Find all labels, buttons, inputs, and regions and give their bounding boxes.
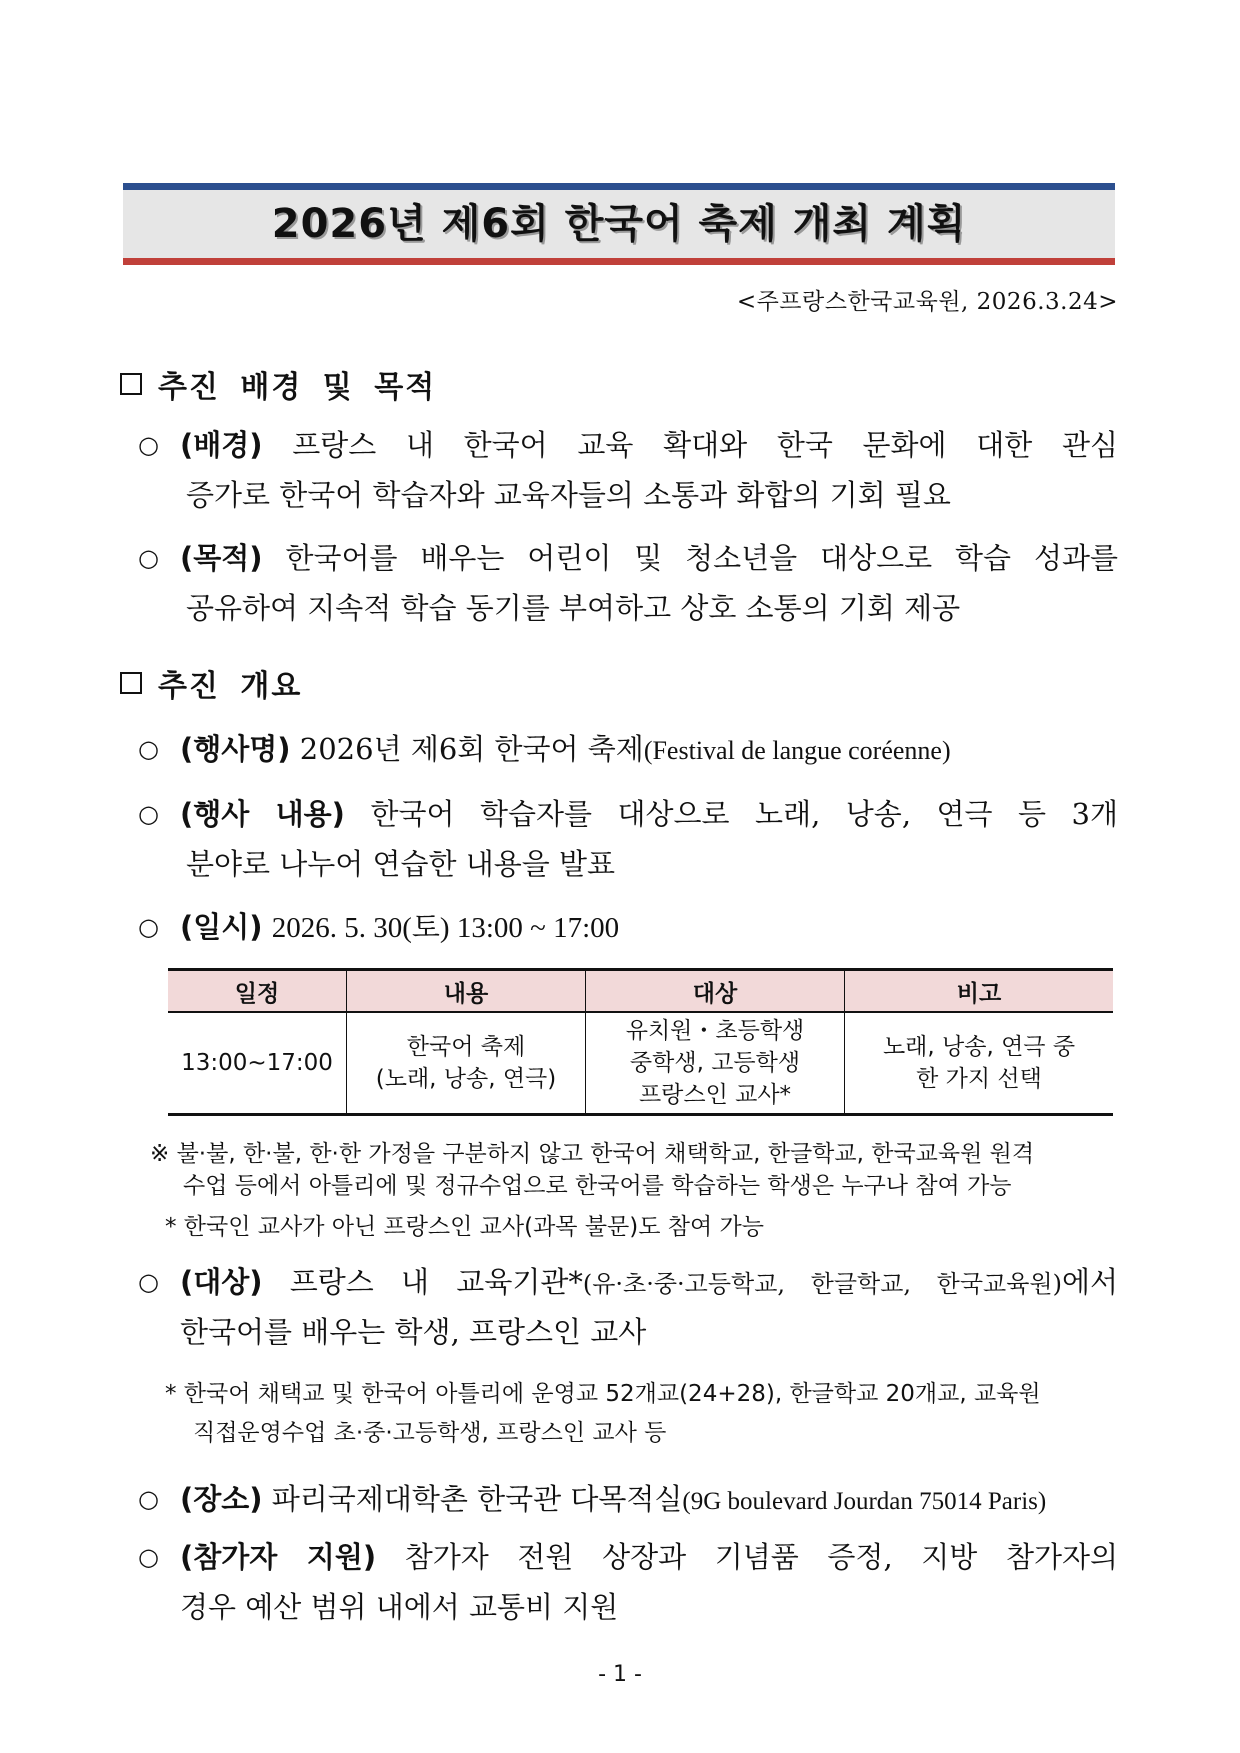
page-number: - 1 - <box>598 1662 642 1687</box>
bullet-line <box>180 533 1118 583</box>
bullet-text-english: (Festival de langue coréenne) <box>643 736 951 765</box>
bullet-text: 에서 <box>1061 1265 1118 1299</box>
checkbox-square-icon <box>120 672 142 694</box>
bullet-text: 참가자 전원 상장과 기념품 증정, 지방 참가자의 <box>404 1540 1119 1574</box>
bullet-label: (참가자 지원) <box>180 1540 377 1574</box>
bullet-line <box>180 1532 1118 1582</box>
bullet-text-small: (유·초·중·고등학교, 한글학교, 한국교육원) <box>582 1270 1062 1298</box>
section-heading-label: 추진 배경 및 목적 <box>158 370 437 405</box>
issuer-date: <주프랑스한국교육원, 2026.3.24> <box>736 289 1118 315</box>
section-heading-overview <box>120 661 302 705</box>
bullet-text: 2026년 제6회 한국어 축제 <box>299 732 644 766</box>
cell-line: 노래, 낭송, 연극 중 <box>882 1034 1076 1060</box>
bullet-line <box>180 724 1118 774</box>
bullet-line <box>180 1257 1118 1307</box>
bullet-text: 파리국제대학촌 한국관 다목적실 <box>271 1482 683 1516</box>
cell-line: 유치원・초등학생 <box>625 1018 805 1044</box>
target-footnote-line-1: * 한국어 채택교 및 한국어 아틀리에 운영교 52개교(24+28), 한글학교 20개교, 교육원 <box>165 1381 1041 1407</box>
table-cell-note <box>845 1012 1114 1115</box>
circle-bullet-icon: ○ <box>138 431 159 459</box>
bullet-text: 한국어 학습자를 대상으로 노래, 낭송, 연극 등 3개 <box>370 797 1119 831</box>
bullet-label: (대상) <box>180 1265 263 1299</box>
bullet-line <box>180 902 1118 952</box>
circle-bullet-icon: ○ <box>138 1485 159 1513</box>
bullet-text: 한국어를 배우는 어린이 및 청소년을 대상으로 학습 성과를 <box>285 541 1118 575</box>
bullet-text: 2026. 5. 30(토) 13:00 ~ 17:00 <box>271 912 620 944</box>
table-footnote-1-line-1: ※ 불·불, 한·불, 한·한 가정을 구분하지 않고 한국어 채택학교, 한글학교, 한국교육원 원격 <box>150 1141 1035 1167</box>
section-heading-background <box>120 362 436 406</box>
target-footnote-line-2: 직접운영수업 초·중·고등학생, 프랑스인 교사 등 <box>193 1420 667 1446</box>
circle-bullet-icon: ○ <box>138 1543 159 1571</box>
bullet-line: 한국어를 배우는 학생, 프랑스인 교사 <box>180 1315 647 1349</box>
checkbox-square-icon <box>120 373 142 395</box>
bullet-text: 프랑스 내 한국어 교육 확대와 한국 문화에 대한 관심 <box>292 428 1118 462</box>
cell-line: (노래, 낭송, 연극) <box>375 1066 557 1092</box>
bullet-line: 경우 예산 범위 내에서 교통비 지원 <box>180 1590 619 1624</box>
bullet-line: 분야로 나누어 연습한 내용을 발표 <box>186 847 616 881</box>
bullet-label: (일시) <box>180 910 263 944</box>
section-heading-label: 추진 개요 <box>158 669 303 704</box>
table-cell-target <box>586 1012 845 1115</box>
bullet-line: 공유하여 지속적 학습 동기를 부여하고 상호 소통의 기회 제공 <box>186 591 961 625</box>
table-header-row <box>168 970 1113 1013</box>
table-header-cell: 내용 <box>347 970 586 1013</box>
title-top-rule <box>123 183 1115 190</box>
table-row <box>168 1012 1113 1115</box>
table-header-cell: 비고 <box>845 970 1114 1013</box>
bullet-label: (배경) <box>180 428 263 462</box>
bullet-line <box>180 1474 1118 1524</box>
bullet-text-english: (9G boulevard Jourdan 75014 Paris) <box>682 1488 1047 1515</box>
circle-bullet-icon: ○ <box>138 1268 159 1296</box>
bullet-line: 증가로 한국어 학습자와 교육자들의 소통과 화합의 기회 필요 <box>186 478 951 512</box>
cell-line: 한국어 축제 <box>406 1034 526 1060</box>
circle-bullet-icon: ○ <box>138 735 159 763</box>
circle-bullet-icon: ○ <box>138 800 159 828</box>
table-header-cell: 일정 <box>168 970 347 1013</box>
bullet-label: (행사명) <box>180 732 291 766</box>
bullet-label: (목적) <box>180 541 263 575</box>
title-banner <box>123 183 1115 265</box>
bullet-text: 프랑스 내 교육기관* <box>289 1265 583 1299</box>
circle-bullet-icon: ○ <box>138 544 159 572</box>
cell-line: 한 가지 선택 <box>916 1066 1042 1092</box>
circle-bullet-icon: ○ <box>138 913 159 941</box>
table-footnote-1-line-2: 수업 등에서 아틀리에 및 정규수업으로 한국어를 학습하는 학생은 누구나 참여 가능 <box>183 1173 1012 1199</box>
table-cell-time: 13:00~17:00 <box>168 1012 347 1115</box>
bullet-label: (행사 내용) <box>180 797 345 831</box>
document-title: 2026년 제6회 한국어 축제 개최 계획 <box>271 201 967 247</box>
cell-line: 프랑스인 교사* <box>638 1082 792 1108</box>
table-header-cell: 대상 <box>586 970 845 1013</box>
bullet-line <box>180 420 1118 470</box>
bullet-label: (장소) <box>180 1482 263 1516</box>
title-bottom-rule <box>123 258 1115 265</box>
bullet-line <box>180 789 1118 839</box>
table-cell-content <box>347 1012 586 1115</box>
schedule-table <box>168 968 1113 1116</box>
table-footnote-2: * 한국인 교사가 아닌 프랑스인 교사(과목 불문)도 참여 가능 <box>165 1214 764 1240</box>
cell-line: 중학생, 고등학생 <box>629 1050 801 1076</box>
